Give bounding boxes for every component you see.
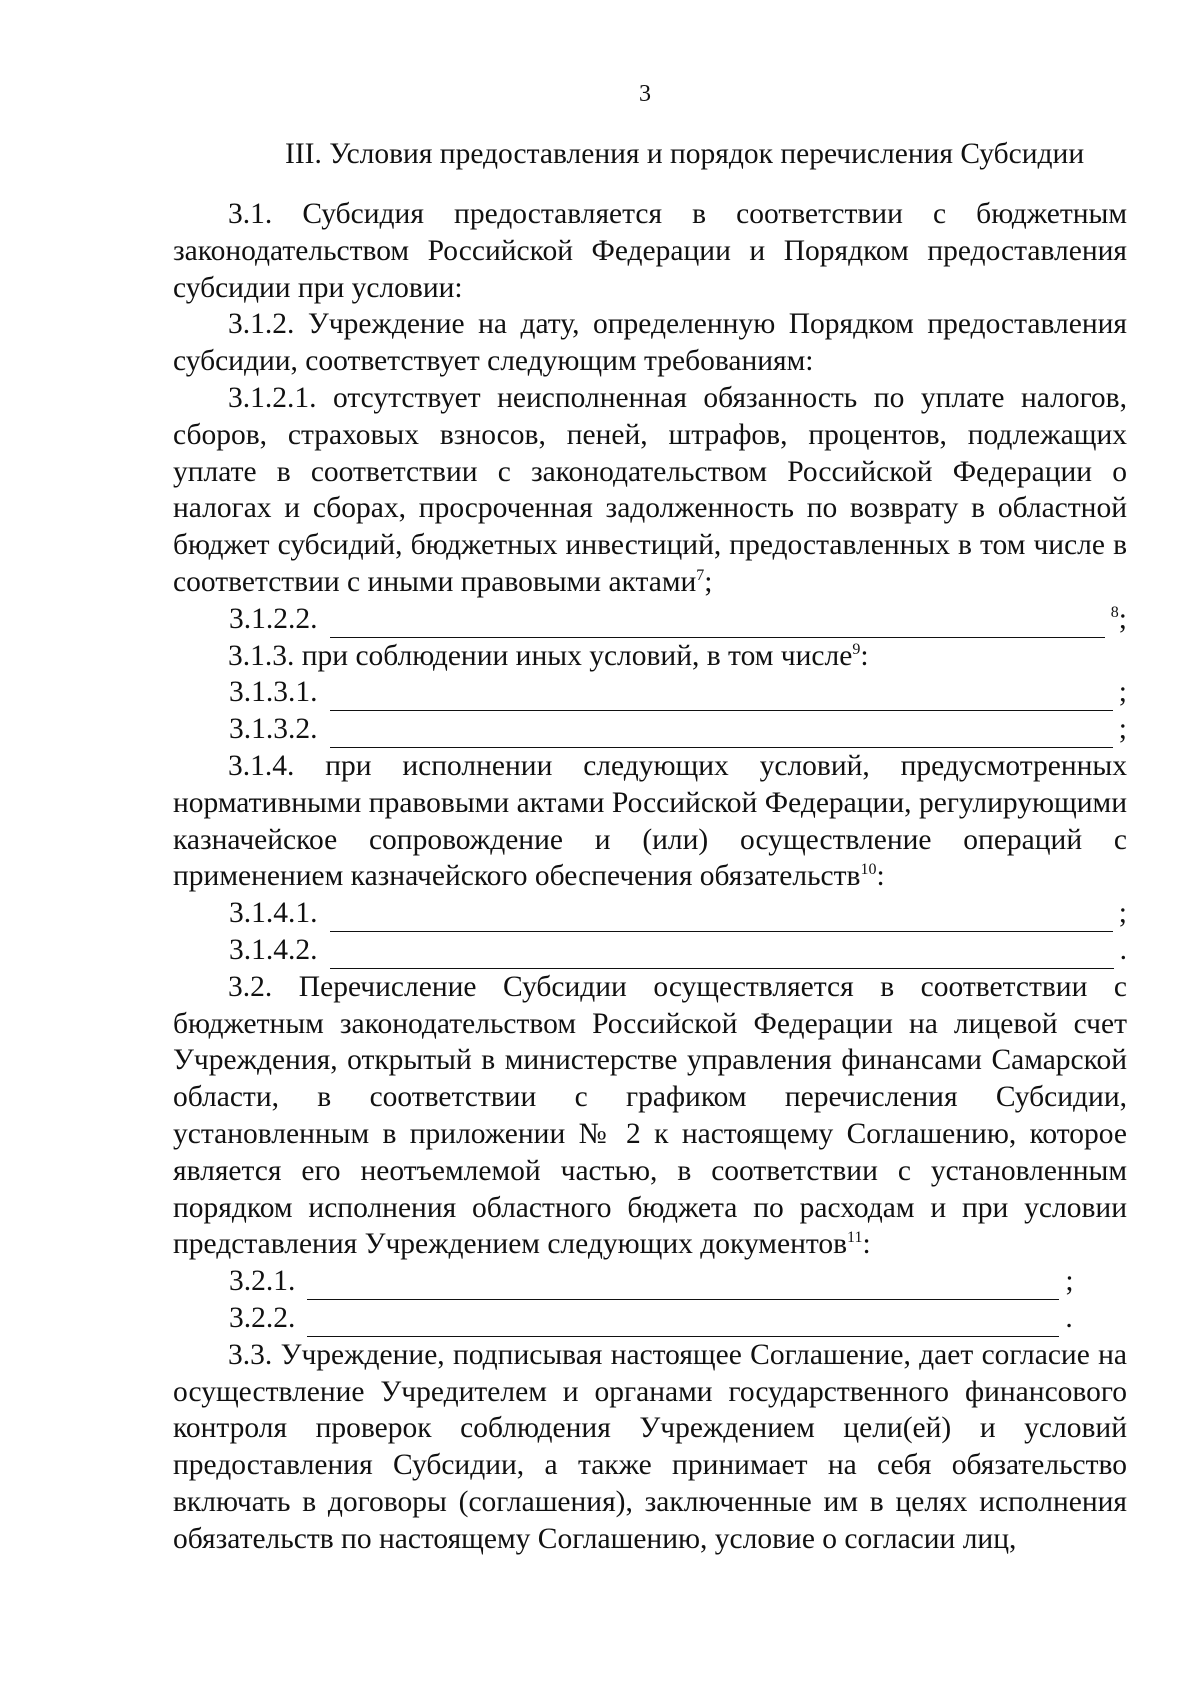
footnote-marker: 10 xyxy=(860,861,877,879)
clause-number: 3.1.3.2. xyxy=(229,713,318,746)
footnote-marker: 8 xyxy=(1110,603,1119,621)
line-end-punctuation: ; xyxy=(1118,602,1127,635)
footnote-marker: 11 xyxy=(847,1229,863,1247)
line-end xyxy=(1111,601,1127,638)
line-end xyxy=(1119,674,1127,711)
footnote-marker: 7 xyxy=(696,567,705,585)
paragraph-text: 3.3. Учреждение, подписывая настоящее Соглашение, дает согласие на осуществление Учредителем и органами государственного финансового контроля проверок соблюдения Учреждением цели(ей) и условий предоставления Субсидии, а также принимает на себя обязательство включать в договоры (соглашения), заключенные им в целях исполнения обязательств по настоящему Соглашению, условие о согласии лиц, xyxy=(173,1338,1127,1555)
fill-in-line xyxy=(173,601,1127,638)
paragraph xyxy=(173,306,1127,380)
paragraph-text: 3.2. Перечисление Субсидии осуществляется в соответствии с бюджетным законодательством Российской Федерации на лицевой счет Учреждения, открытый в министерстве управления финансами Самарской области, в соответствии с графиком перечисления Субсидии, установленным в приложении № 2 к настоящему Соглашению, которое является его неотъемлемой частью, в соответствии с установленным порядком исполнения областного бюджета по расходам и при условии представления Учреждением следующих документов xyxy=(173,970,1127,1261)
fill-in-line xyxy=(173,1300,1127,1337)
paragraph xyxy=(173,196,1127,306)
line-end-punctuation: ; xyxy=(1118,713,1127,746)
paragraph-text: 3.1.4. при исполнении следующих условий, предусмотренных нормативными правовыми актами Российской Федерации, регулирующими казначейское сопровождение и (или) осуществление операций с применением казначейского обеспечения обязательств xyxy=(173,749,1127,893)
fill-in-line xyxy=(173,932,1127,969)
line-end-punctuation: ; xyxy=(1118,897,1127,930)
line-end-punctuation: . xyxy=(1065,1301,1073,1334)
blank-underline xyxy=(307,1310,1059,1337)
clause-number: 3.2.2. xyxy=(229,1301,296,1334)
paragraph xyxy=(173,1337,1127,1558)
clause-number: 3.2.1. xyxy=(229,1265,296,1298)
footnote-marker: 9 xyxy=(852,640,861,658)
line-end-punctuation: ; xyxy=(1118,676,1127,709)
fill-in-line xyxy=(173,895,1127,932)
paragraph-text: 3.1.2. Учреждение на дату, определенную Порядком предоставления субсидии, соответствует следующим требованиям: xyxy=(173,308,1127,378)
blank-underline xyxy=(330,721,1113,748)
paragraph xyxy=(173,748,1127,895)
line-end xyxy=(1065,1263,1073,1300)
paragraph-punctuation: : xyxy=(860,639,869,672)
clause-number: 3.1.3.1. xyxy=(229,676,318,709)
blank-underline xyxy=(330,905,1113,932)
paragraph xyxy=(173,638,1127,675)
blank-underline xyxy=(330,611,1105,638)
clause-number: 3.1.4.2. xyxy=(229,933,318,966)
section-title: III. Условия предоставления и порядок перечисления Субсидии xyxy=(285,138,1085,170)
paragraph xyxy=(173,380,1127,601)
paragraph-punctuation: ; xyxy=(704,565,713,598)
fill-in-line xyxy=(173,1263,1127,1300)
paragraph-text: 3.1.3. при соблюдении иных условий, в том числе xyxy=(228,639,853,672)
blank-underline xyxy=(307,1273,1059,1300)
paragraph-punctuation: : xyxy=(876,860,885,893)
line-end xyxy=(1119,895,1127,932)
paragraph-text: 3.1.2.1. отсутствует неисполненная обязанность по уплате налогов, сборов, страховых взносов, пеней, штрафов, процентов, подлежащих уплате в соответствии с законодательством Российской Федерации о налогах и сборах, просроченная задолженность по возврату в областной бюджет субсидий, бюджетных инвестиций, предоставленных в том числе в соответствии с иными правовыми актами xyxy=(173,381,1127,598)
blank-underline xyxy=(330,942,1114,969)
line-end-punctuation: ; xyxy=(1065,1265,1074,1298)
line-end xyxy=(1065,1300,1072,1337)
paragraph xyxy=(173,969,1127,1263)
fill-in-line xyxy=(173,711,1127,748)
fill-in-line xyxy=(173,674,1127,711)
line-end-punctuation: . xyxy=(1119,933,1127,966)
paragraph-punctuation: : xyxy=(862,1228,871,1261)
page-number: 3 xyxy=(639,81,651,107)
blank-underline xyxy=(330,684,1113,711)
clause-number: 3.1.4.1. xyxy=(229,897,318,930)
line-end xyxy=(1119,711,1127,748)
paragraph-text: 3.1. Субсидия предоставляется в соответствии с бюджетным законодательством Российской Федерации и Порядком предоставления субсидии при условии: xyxy=(173,198,1127,304)
clause-number: 3.1.2.2. xyxy=(229,602,318,635)
document-body xyxy=(173,196,1127,1557)
line-end xyxy=(1120,932,1127,969)
